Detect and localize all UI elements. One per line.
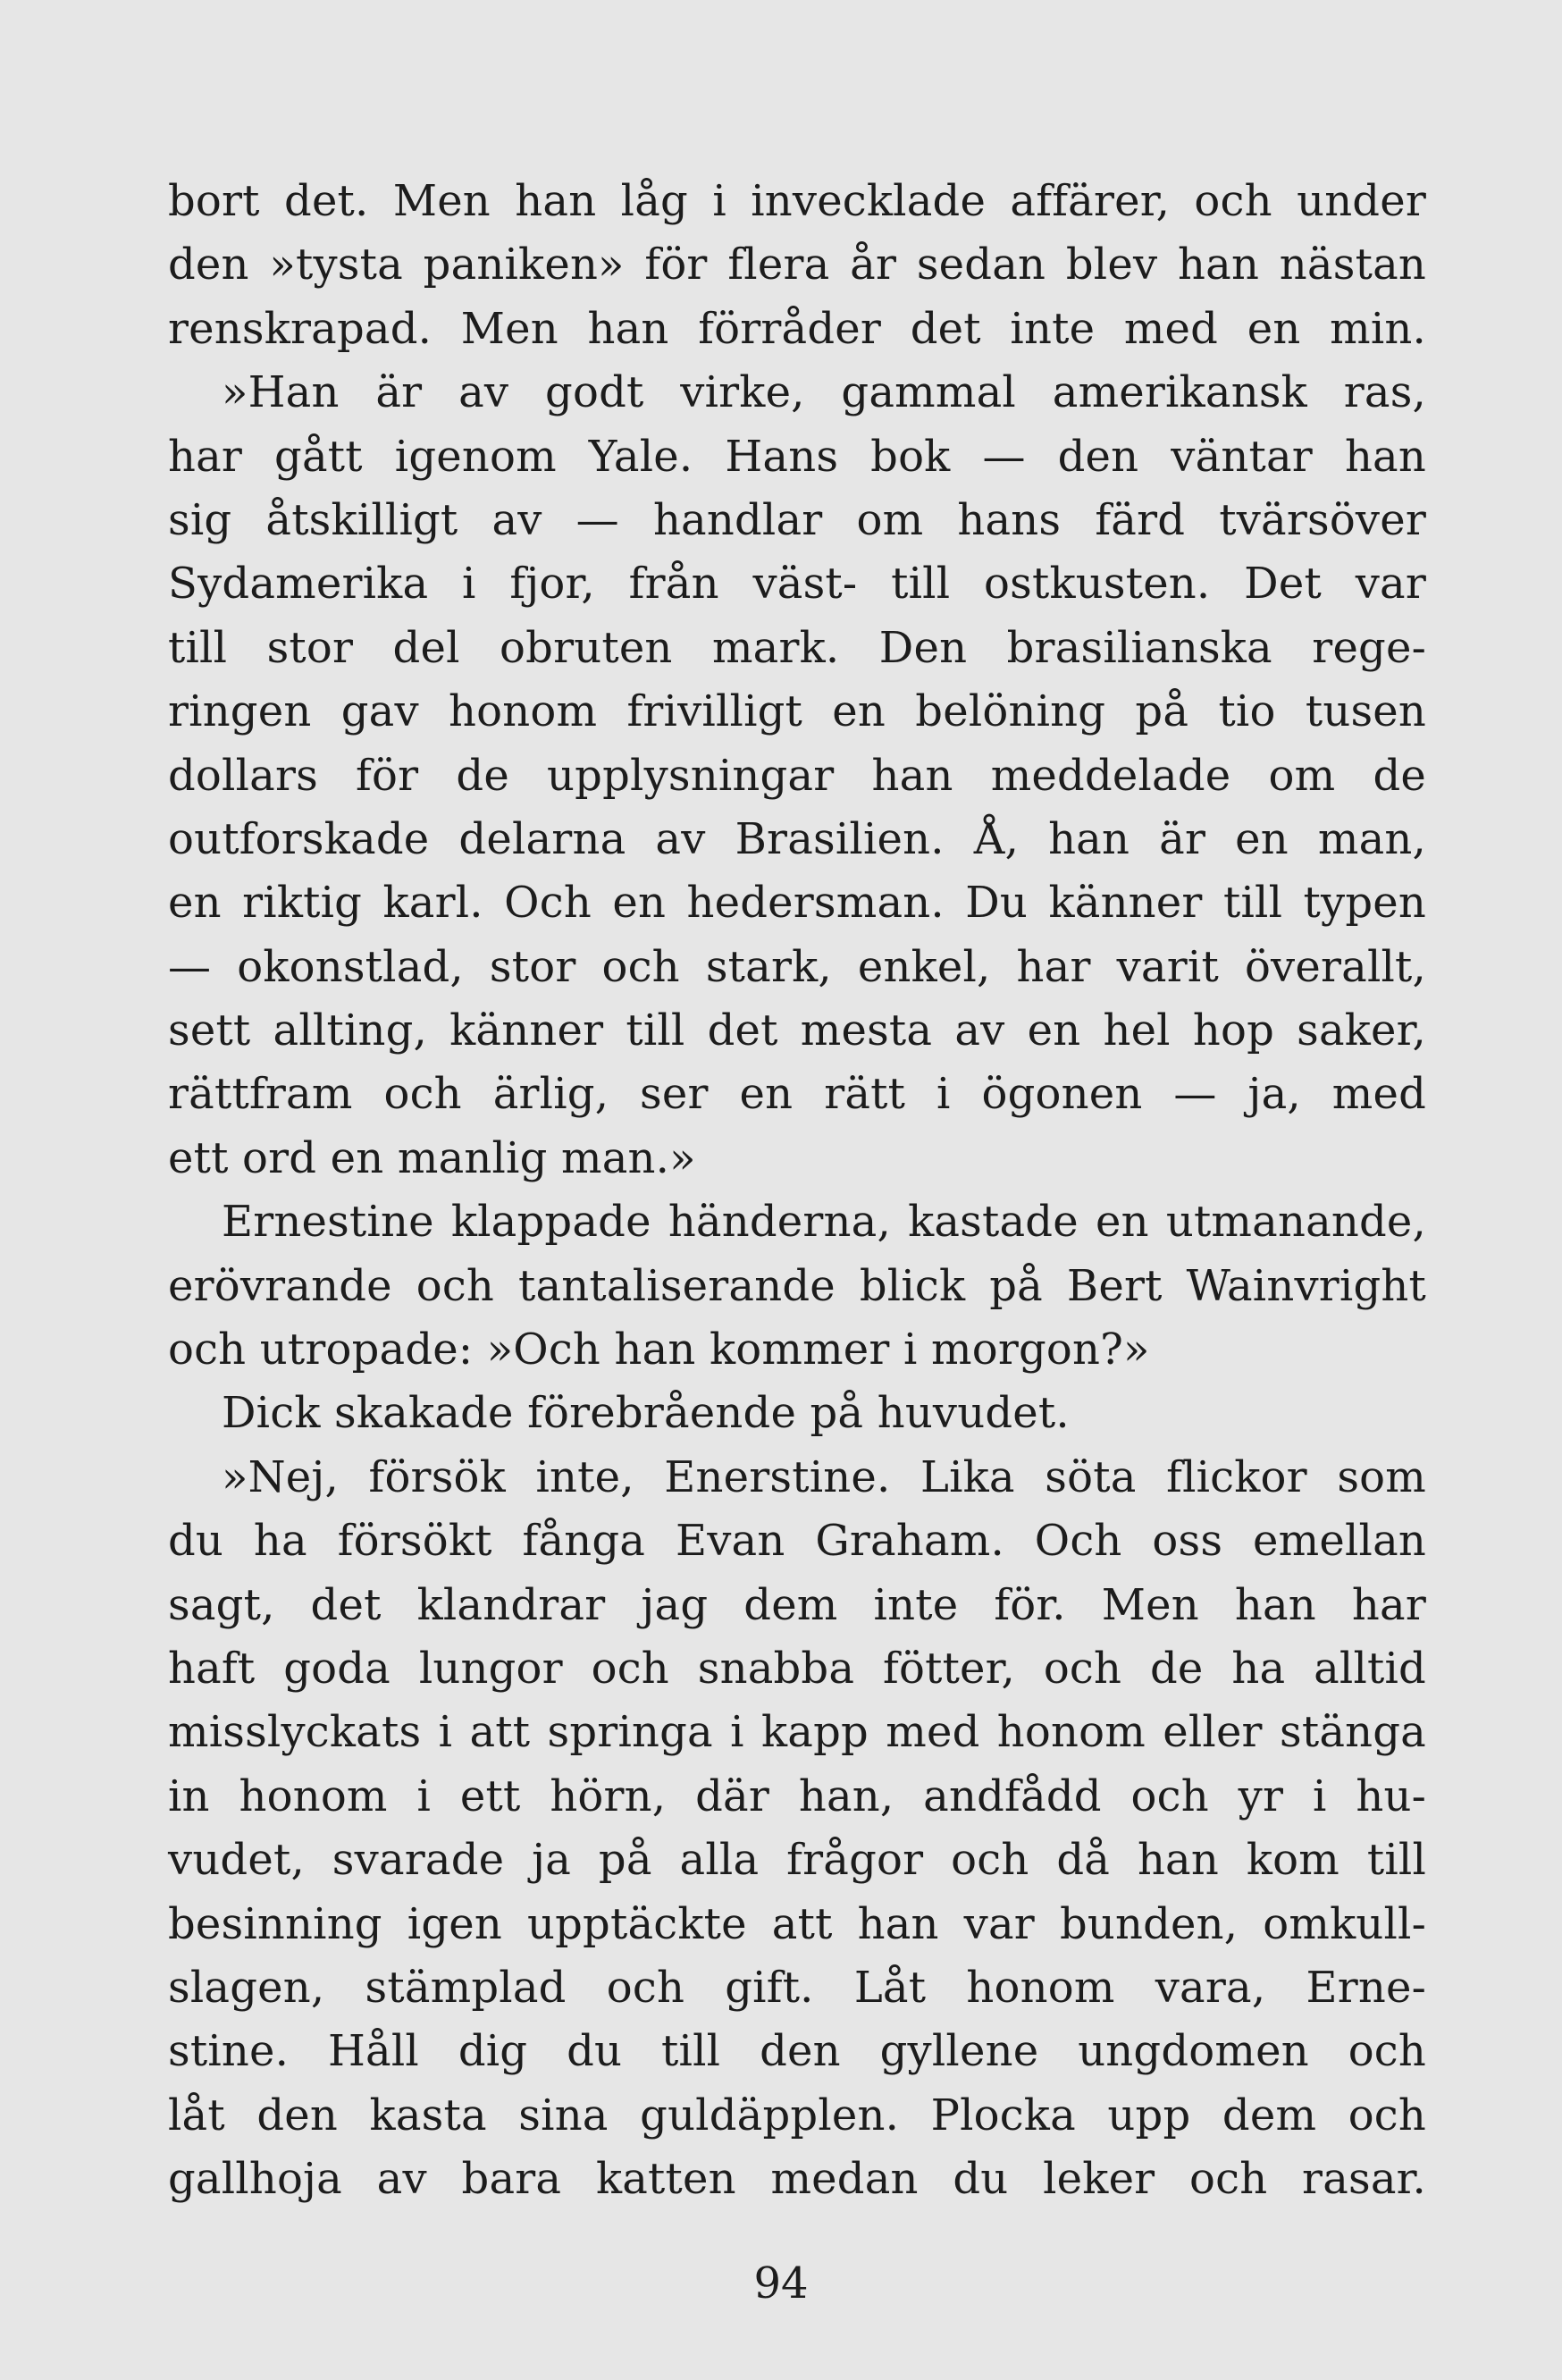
text-line: misslyckats i att springa i kapp med honom eller stänga — [168, 1707, 1426, 1758]
text-line: in honom i ett hörn, där han, andfådd och yr i hu- — [168, 1770, 1426, 1821]
text-line: besinning igen upptäckte att han var bunden, omkull- — [168, 1898, 1426, 1949]
text-line: slagen, stämplad och gift. Låt honom vara, Erne- — [168, 1962, 1426, 2013]
text-line: den »tysta paniken» för flera år sedan blev han nästan — [168, 240, 1426, 290]
body-text — [168, 170, 1426, 2212]
text-line: sett allting, känner till det mesta av en hel hop saker, — [168, 1005, 1426, 1056]
text-line: låt den kasta sina guldäpplen. Plocka upp dem och — [168, 2090, 1426, 2140]
text-line: vudet, svarade ja på alla frågor och då han kom till — [168, 1835, 1426, 1886]
text-line: haft goda lungor och snabba fötter, och de ha alltid — [168, 1643, 1426, 1694]
text-line: dollars för de upplysningar han meddelade om de — [168, 750, 1426, 801]
text-line: Sydamerika i fjor, från väst- till ostkusten. Det var — [168, 559, 1426, 610]
text-line: renskrapad. Men han förråder det inte med en min. — [168, 303, 1426, 354]
text-line: bort det. Men han låg i invecklade affärer, och under — [168, 176, 1426, 226]
text-line: erövrande och tantaliserande blick på Bert Wainvright — [168, 1260, 1426, 1311]
text-line: Dick skakade förebrående på huvudet. — [222, 1388, 1070, 1439]
text-line: sagt, det klandrar jag dem inte för. Men han har — [168, 1579, 1426, 1630]
text-line: Ernestine klappade händerna, kastade en utmanande, — [222, 1197, 1426, 1248]
text-line: stine. Håll dig du till den gyllene ungdomen och — [168, 2026, 1426, 2077]
text-line: har gått igenom Yale. Hans bok — den väntar han — [168, 431, 1426, 482]
text-line: — okonstlad, stor och stark, enkel, har varit överallt, — [168, 941, 1426, 992]
text-line: ett ord en manlig man.» — [168, 1132, 696, 1183]
text-line: en riktig karl. Och en hedersman. Du känner till typen — [168, 878, 1426, 929]
text-line: till stor del obruten mark. Den brasilianska rege- — [168, 622, 1426, 673]
text-line: »Nej, försök inte, Enerstine. Lika söta flickor som — [222, 1451, 1426, 1502]
text-line: ringen gav honom frivilligt en belöning på tio tusen — [168, 686, 1426, 737]
page-number: 94 — [753, 2258, 809, 2309]
text-line: »Han är av godt virke, gammal amerikansk ras, — [222, 367, 1426, 418]
text-line: rättfram och ärlig, ser en rätt i ögonen — ja, med — [168, 1069, 1426, 1120]
text-line: och utropade: »Och han kommer i morgon?» — [168, 1325, 1150, 1375]
text-line: outforskade delarna av Brasilien. Å, han är en man, — [168, 813, 1426, 864]
text-line: sig åtskilligt av — handlar om hans färd tvärsöver — [168, 494, 1426, 545]
text-line: gallhoja av bara katten medan du leker och rasar. — [168, 2154, 1426, 2205]
text-line: du ha försökt fånga Evan Graham. Och oss emellan — [168, 1516, 1426, 1567]
